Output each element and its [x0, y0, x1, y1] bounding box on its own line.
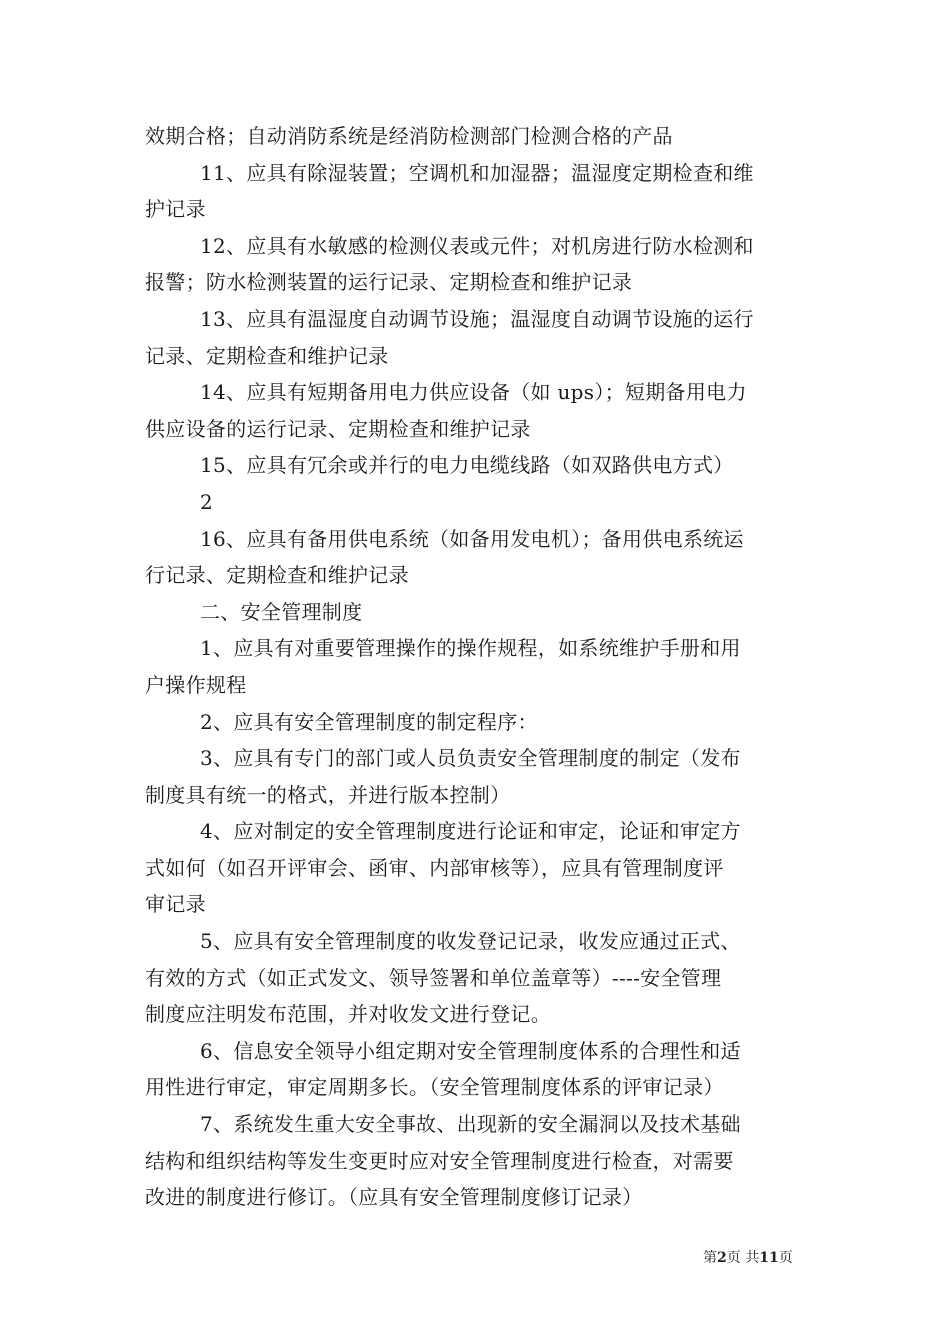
text-line: 16、应具有备用供电系统（如备用发电机）；备用供电系统运	[200, 526, 744, 551]
text-line: 改进的制度进行修订。（应具有安全管理制度修订记录）	[145, 1185, 643, 1210]
text-line: 4、应对制定的安全管理制度进行论证和审定，论证和审定方	[200, 819, 741, 844]
text-line: 用性进行审定，审定周期多长。（安全管理制度体系的评审记录）	[145, 1075, 724, 1100]
text-line: 结构和组织结构等发生变更时应对安全管理制度进行检查，对需要	[145, 1148, 734, 1173]
text-line: 记录、定期检查和维护记录	[145, 343, 389, 368]
text-line: 7、系统发生重大安全事故、出现新的安全漏洞以及技术基础	[200, 1112, 741, 1137]
text-line: 1、应具有对重要管理操作的操作规程，如系统维护手册和用	[200, 636, 741, 661]
text-line: 6、信息安全领导小组定期对安全管理制度体系的合理性和适	[200, 1038, 741, 1063]
text-line: 户操作规程	[145, 672, 247, 697]
text-line: 有效的方式（如正式发文、领导签署和单位盖章等）----安全管理	[145, 965, 722, 990]
footer-suffix: 页	[778, 1250, 793, 1266]
text-line: 15、应具有冗余或并行的电力电缆线路（如双路供电方式）	[200, 453, 734, 478]
text-line: 制度应注明发布范围，并对收发文进行登记。	[145, 1002, 551, 1027]
text-line: 效期合格；自动消防系统是经消防检测部门检测合格的产品	[145, 124, 673, 148]
text-line: 式如何（如召开评审会、函审、内部审核等），应具有管理制度评	[145, 855, 724, 880]
text-line: 14、应具有短期备用电力供应设备（如 ups）；短期备用电力	[200, 380, 747, 405]
footer-prefix: 第	[703, 1250, 717, 1266]
text-line: 护记录	[145, 197, 206, 222]
page-footer	[703, 1247, 793, 1267]
text-line: 13、应具有温湿度自动调节设施；温湿度自动调节设施的运行	[200, 306, 754, 331]
text-line: 2	[200, 489, 214, 514]
footer-page-number: 2	[717, 1250, 727, 1266]
text-line: 12、应具有水敏感的检测仪表或元件；对机房进行防水检测和	[200, 233, 754, 258]
text-line: 3、应具有专门的部门或人员负责安全管理制度的制定（发布	[200, 746, 741, 771]
text-line: 供应设备的运行记录、定期检查和维护记录	[145, 416, 531, 441]
text-line: 11、应具有除湿装置；空调机和加湿器；温湿度定期检查和维	[200, 160, 754, 185]
text-line: 审记录	[145, 892, 206, 917]
text-line: 制度具有统一的格式，并进行版本控制）	[145, 782, 511, 807]
document-body	[145, 118, 810, 1216]
footer-middle: 页 共	[726, 1250, 760, 1266]
text-line: 报警；防水检测装置的运行记录、定期检查和维护记录	[145, 270, 633, 295]
text-line: 5、应具有安全管理制度的收发登记记录，收发应通过正式、	[200, 929, 741, 954]
footer-total-pages: 11	[759, 1250, 779, 1266]
text-line: 行记录、定期检查和维护记录	[145, 563, 409, 588]
text-line: 2、应具有安全管理制度的制定程序：	[200, 709, 538, 734]
text-line: 二、安全管理制度	[200, 599, 363, 624]
